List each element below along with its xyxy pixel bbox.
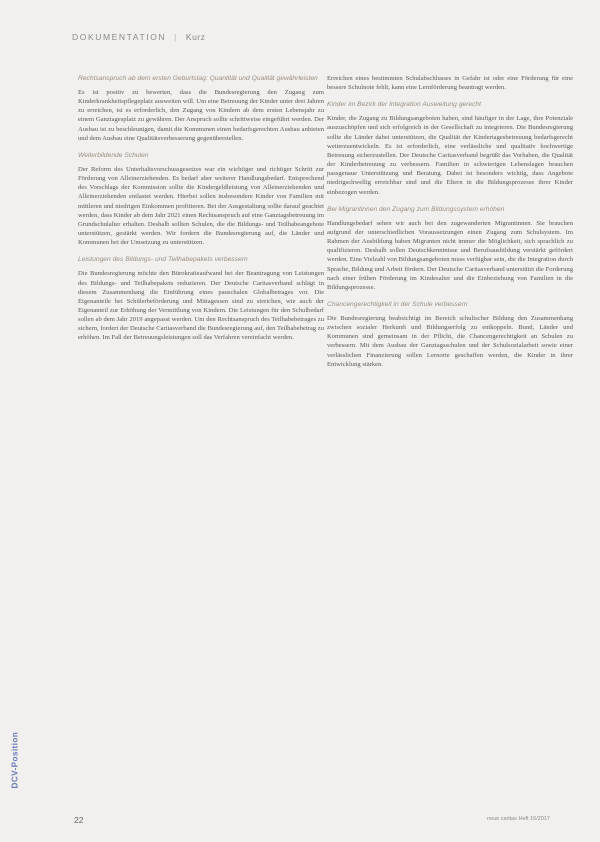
section-heading: Rechtsanspruch ab dem ersten Geburtstag: Quantität und Qualität gewährleisten (78, 75, 318, 82)
section-heading: Kinder im Bezirk der Integration Ausweitung gerecht (327, 101, 482, 109)
body-paragraph: Die Bundesregierung möchte den Bürokratieaufwand bei der Beantragung von Leistungen des Bildungs- und Teilhabepakets reduzieren. Der Deutsche Caritasverband schlägt in diesem Zusammenhang die Einführung eines pauschalen Globalbetrages vor. Die Eigenanteile bei Schülerbeförderung und Mittagessen sind zu streichen, wie auch der Eigenanteil zur Erhöhung der Vermittlung von Kindern. Die Leistungen für den Schulbedarf sollen ab dem Jahr 2019 angepasst werden. Um den Rechtsanspruch des Teilhabebetrages zu sichern, fordert der Deutsche Caritasverband die Bundesregierung auf, den Teilhabebetrag zu erhöhen. Im Fall der Betreuungsleistungen soll das Verfahren vereinfacht werden. (78, 270, 324, 342)
section-heading: Weiterbildende Schulen (78, 151, 149, 159)
page-number: 22 (74, 815, 84, 825)
page-header (72, 32, 205, 42)
footer-publication: neue caritas Heft 16/2017 (487, 816, 550, 822)
body-paragraph: Es ist positiv zu bewerten, dass die Bundesregierung den Zugang zum Kinderkrankheitspflegeplatz ausweiten will. Um eine Betreuung der Kinder unter drei Jahren zu erreichen, ist es erforderlich, den Zugang von Kindern ab dem ersten Lebensjahr zu einem Ganztagesplatz zu gewähren. Der Anspruch sollte schrittweise eingeführt werden. Der Ausbau ist zu beschleunigen, damit die Kommunen einen bedarfsgerechten Ausbau anbieten und dem Ausbau eine Qualitätsverbesserung gegenüberstellen. (78, 89, 324, 142)
left-column (78, 74, 324, 351)
body-paragraph: Die Bundesregierung beabsichtigt im Bereich schulischer Bildung den Zusammenhang zwischen sozialer Herkunft und Bildungserfolg zu entkoppeln. Bund, Länder und Kommunen sind gemeinsam in der Pflicht, die Chancengerechtigkeit an Schulen zu verbessern. Mit dem Ausbau der Ganztagsschulen und der Schulsozialarbeit sowie einer verlässlichen Finanzierung sollen Lernorte geschaffen werden, die Kinder in ihrer Entwicklung stärken. (327, 314, 573, 368)
section-heading: Leistungen des Bildungs- und Teilhabepakets verbessern (78, 256, 248, 264)
sidebar-text: DCV-Position (10, 731, 20, 789)
sidebar-label (8, 655, 22, 815)
right-column (327, 74, 573, 377)
header-separator: | (174, 32, 178, 42)
section-heading: Bei Migrantinnen den Zugang zum Bildungssystem erhöhen (327, 205, 505, 213)
section-heading: Chancengerechtigkeit in der Schule verbessern (327, 300, 468, 308)
header-sub: Kurz (185, 32, 206, 42)
body-paragraph: Erreichen eines bestimmten Schulabschlusses in Gefahr ist oder eine Förderung für eine bessere Schulnote fehlt, kann eine Lernförderung beantragt werden. (327, 75, 573, 92)
header-section: DOKUMENTATION (72, 32, 167, 42)
body-paragraph: Der Reform des Unterhaltsvorschussgesetzes war ein wichtiger und richtiger Schritt zur Förderung von Alleinerziehenden. Es bedarf aber weiterer Handlungsbedarf. Entsprechend des Vorschlags der Kommission sollte die Kindergeldleistung von Alleinerziehenden und Alleinerziehenden entlastet werden. Hierbei sollen insbesondere Kinder von Familien mit mittleren und niedrigen Einkommen profitieren. Bei der Ausgestaltung sollte darauf geachtet werden, dass Kinder ab dem Jahr 2021 einen Rechtsanspruch auf eine Ganztagsbetreuung im Grundschulalter erhalten. Deshalb sollten Schulen, die die Bildungs- und Teilhabeangebote unterstützen, gestärkt werden. Wir fordern die Bundesregierung auf, die Länder und Kommunen bei der Umsetzung zu unterstützen. (78, 165, 324, 247)
body-paragraph: Handlungsbedarf sehen wir auch bei den zugewanderten Migrantinnen. Sie brauchen aufgrund der unterschiedlichen Voraussetzungen einen Zugang zum Schulsystem. Im Rahmen der Ausbildung haben Migranten nicht immer die Möglichkeit, sich sprachlich zu qualifizieren. Deshalb sollen Deutschkenntnisse und Berufsausbildung verstärkt gefördert werden. Eine Vielzahl von Bildungsangeboten muss verfügbar sein, die die Integration durch Sprache, Bildung und Arbeit fördern. Der Deutsche Caritasverband unterstützt die Forderung nach einer frühen Förderung im Kindesalter und die Einbeziehung von Familien in die Bildungsprozesse. (327, 219, 573, 291)
body-paragraph: Kinder, die Zugang zu Bildungsangeboten haben, sind häufiger in der Lage, ihre Potenziale auszuschöpfen und sich erfolgreich in der Gesellschaft zu integrieren. Die Bundesregierung sollte die Länder dabei unterstützen, die Qualität der Kindertagesbetreuung bedarfsgerecht weiterzuentwickeln. Es ist erforderlich, eine verlässliche und qualitativ hochwertige Betreuung sicherzustellen. Der Deutsche Caritasverband begrüßt das Vorhaben, die Qualität der Kinderbetreuung zu verbessern. Familien in schwierigen Lebenslagen brauchen passgenaue Unterstützung und Beratung. Dabei ist besonders wichtig, dass Angebote niedrigschwellig erreichbar sind und die Eltern in die Bildungsprozesse ihrer Kinder einbezogen werden. (327, 115, 573, 196)
